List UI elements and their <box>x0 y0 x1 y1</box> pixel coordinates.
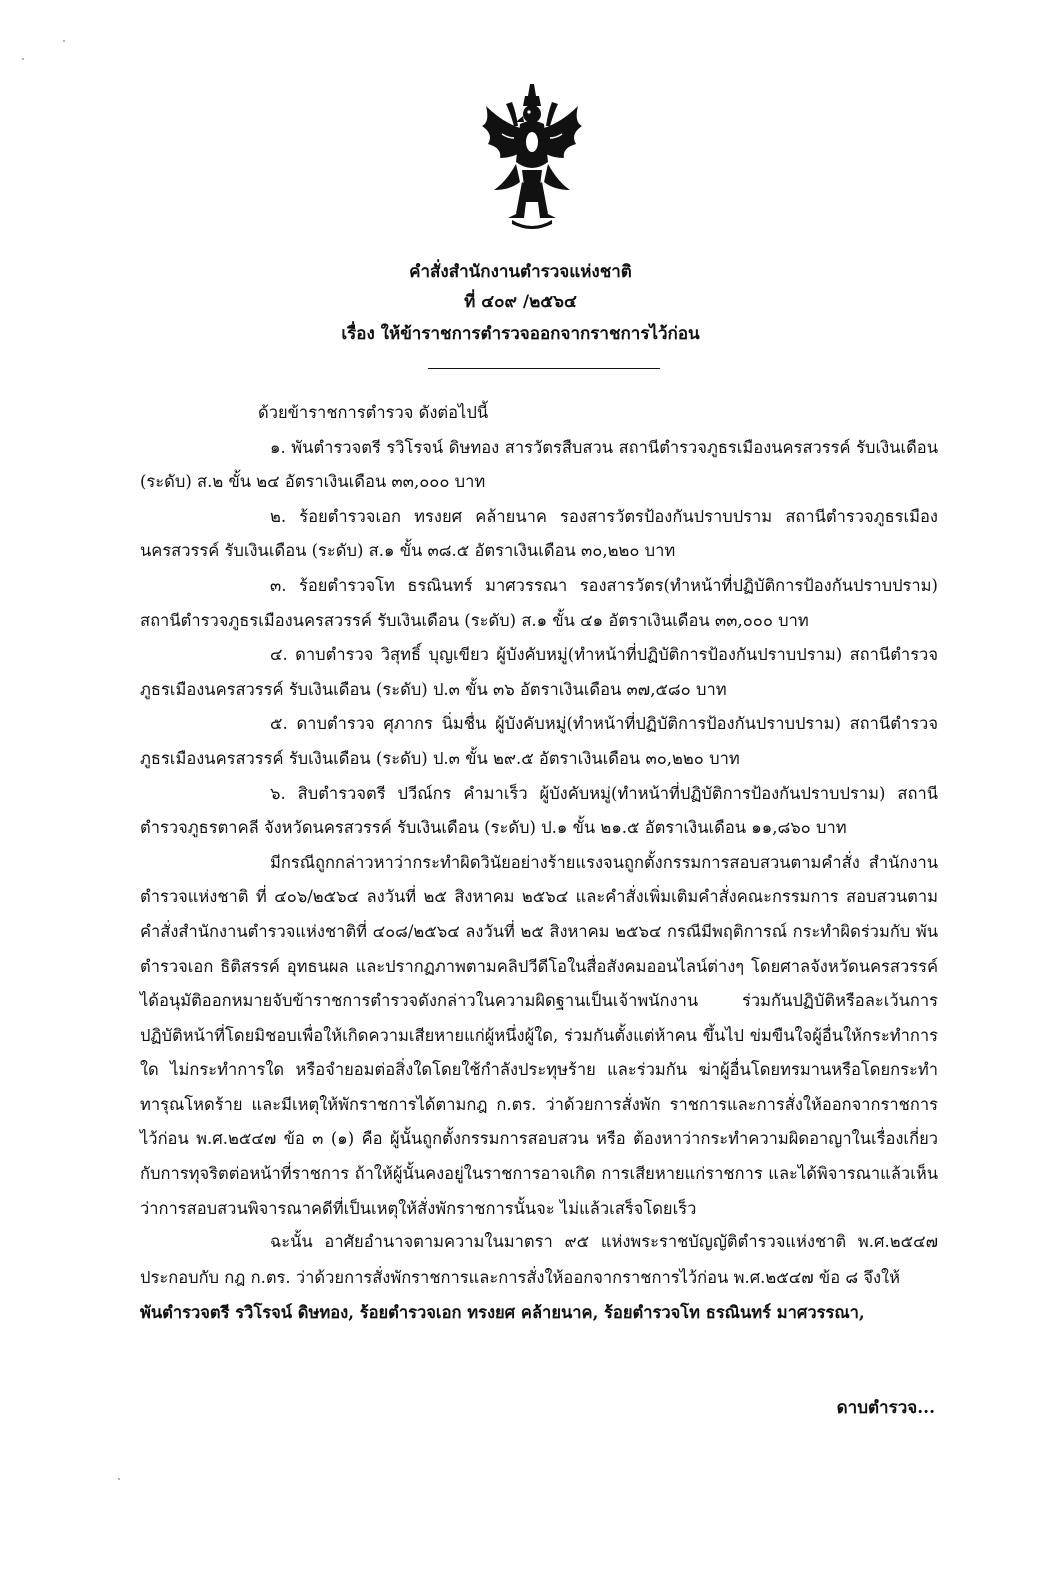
officer-item: ๑. พันตำรวจตรี รวิโรจน์ ดิษทอง สารวัตรสืบสวน สถานีตำรวจภูธรเมืองนครสวรรค์ รับเงินเดือน (ระดับ) ส.๒ ขั้น ๒๔ อัตราเงินเดือน ๓๓,๐๐๐ บาท <box>140 437 938 492</box>
officer-item: ๕. ดาบตำรวจ ศุภากร นิ่มชื่น ผู้บังคับหมู่(ทำหน้าที่ปฏิบัติการป้องกันปราบปราม) สถานีตำรวจภูธรเมืองนครสวรรค์ รับเงินเดือน (ระดับ) ป.๓ ขั้น ๒๙.๕ อัตราเงินเดือน ๓๐,๒๒๐ บาท <box>140 714 938 768</box>
officer-item: ๖. สิบตำรวจตรี ปวีณ์กร คำมาเร็ว ผู้บังคับหมู่(ทำหน้าที่ปฏิบัติการป้องกันปราบปราม) สถานี ตำรวจภูธรตาคลี จังหวัดนครสวรรค์ รับเงินเดือน (ระดับ) ป.๑ ขั้น ๒๑.๕ อัตราเงินเดือน ๑๑,๘๖๐ บาท <box>140 783 938 838</box>
order-number: ที่ ๔๐๙ /๒๕๖๔ <box>464 292 577 312</box>
scan-speck <box>22 58 24 60</box>
officer-list <box>140 431 938 846</box>
continuation-marker: ดาบตำรวจ... <box>836 1398 935 1418</box>
allegation-paragraph: มีกรณีถูกกล่าวหาว่ากระทำผิดวินัยอย่างร้ายแรงจนถูกตั้งกรรมการสอบสวนตามคำสั่ง สำนักงานตำรวจแห่งชาติ ที่ ๔๐๖/๒๕๖๔ ลงวันที่ ๒๕ สิงหาคม ๒๕๖๔ และคำสั่งเพิ่มเติมคำสั่งคณะกรรมการ สอบสวนตามคำสั่งสำนักงานตำรวจแห่งชาติที่ ๔๐๘/๒๕๖๔ ลงวันที่ ๒๕ สิงหาคม ๒๕๖๔ กรณีมีพฤติการณ์ กระทำผิดร่วมกับ พันตำรวจเอก ธิติสรรค์ อุทธนผล และปรากฏภาพตามคลิปวีดีโอในสื่อสังคมออนไลน์ต่างๆ โดยศาลจังหวัดนครสวรรค์ได้อนุมัติออกหมายจับข้าราชการตำรวจดังกล่าวในความผิดฐานเป็นเจ้าพนักงาน ร่วมกันปฏิบัติหรือละเว้นการปฏิบัติหน้าที่โดยมิชอบเพื่อให้เกิดความเสียหายแก่ผู้หนึ่งผู้ใด, ร่วมกันตั้งแต่ห้าคน ขึ้นไป ข่มขืนใจผู้อื่นให้กระทำการใด ไม่กระทำการใด หรือจำยอมต่อสิ่งใดโดยใช้กำลังประทุษร้าย และร่วมกัน ฆ่าผู้อื่นโดยทรมานหรือโดยกระทำทารุณโหดร้าย และมีเหตุให้พักราชการได้ตามกฎ ก.ตร. ว่าด้วยการสั่งพัก ราชการและการสั่งให้ออกจากราชการไว้ก่อน พ.ศ.๒๕๔๗ ข้อ ๓ (๑) คือ ผู้นั้นถูกตั้งกรรมการสอบสวน หรือ ต้องหาว่ากระทำความผิดอาญาในเรื่องเกี่ยวกับการทุจริตต่อหน้าที่ราชการ ถ้าให้ผู้นั้นคงอยู่ในราชการอาจเกิด การเสียหายแก่ราชการ และได้พิจารณาแล้วเห็นว่าการสอบสวนพิจารณาคดีที่เป็นเหตุให้สั่งพักราชการนั้นจะ ไม่แล้วเสร็จโดยเร็ว <box>140 852 938 1218</box>
intro-paragraph: ด้วยข้าราชการตำรวจ ดังต่อไปนี้ <box>258 403 489 422</box>
garuda-emblem-icon <box>472 82 592 232</box>
officer-item: ๒. ร้อยตำรวจเอก ทรงยศ คล้ายนาค รองสารวัตรป้องกันปราบปราม สถานีตำรวจภูธรเมือง นครสวรรค์ รับเงินเดือน (ระดับ) ส.๑ ขั้น ๓๘.๕ อัตราเงินเดือน ๓๐,๒๒๐ บาท <box>140 506 938 561</box>
scan-speck <box>118 1478 120 1480</box>
order-paragraph: ฉะนั้น อาศัยอำนาจตามความในมาตรา ๙๕ แห่งพระราชบัญญัติตำรวจแห่งชาติ พ.ศ.๒๕๔๗ ประกอบกับ กฎ ก.ตร. ว่าด้วยการสั่งพักราชการและการสั่งให้ออกจากราชการไว้ก่อน พ.ศ.๒๕๔๗ ข้อ ๘ จึงให้ <box>140 1232 938 1287</box>
order-section <box>140 1224 938 1331</box>
order-subject: เรื่อง ให้ข้าราชการตำรวจออกจากราชการไว้ก่อน <box>341 324 700 344</box>
order-paragraph-names: พันตำรวจตรี รวิโรจน์ ดิษทอง, ร้อยตำรวจเอก ทรงยศ คล้ายนาค, ร้อยตำรวจโท ธรณินทร์ มาศวรรณา, <box>140 1303 865 1322</box>
officer-item: ๓. ร้อยตำรวจโท ธรณินทร์ มาศวรรณา รองสารวัตร(ทำหน้าที่ปฏิบัติการป้องกันปราบปราม) สถานีตำรวจภูธรเมืองนครสวรรค์ รับเงินเดือน (ระดับ) ส.๑ ขั้น ๔๑ อัตราเงินเดือน ๓๓,๐๐๐ บาท <box>140 575 938 630</box>
document-body <box>140 396 938 1226</box>
title-divider <box>428 368 660 369</box>
officer-item: ๔. ดาบตำรวจ วิสุทธิ์ บุญเขียว ผู้บังคับหมู่(ทำหน้าที่ปฏิบัติการป้องกันปราบปราม) สถานีตำรวจภูธรเมืองนครสวรรค์ รับเงินเดือน (ระดับ) ป.๓ ขั้น ๓๖ อัตราเงินเดือน ๓๗,๕๘๐ บาท <box>140 645 938 699</box>
order-title: คำสั่งสำนักงานตำรวจแห่งชาติ <box>409 262 632 282</box>
scan-speck <box>63 40 65 42</box>
